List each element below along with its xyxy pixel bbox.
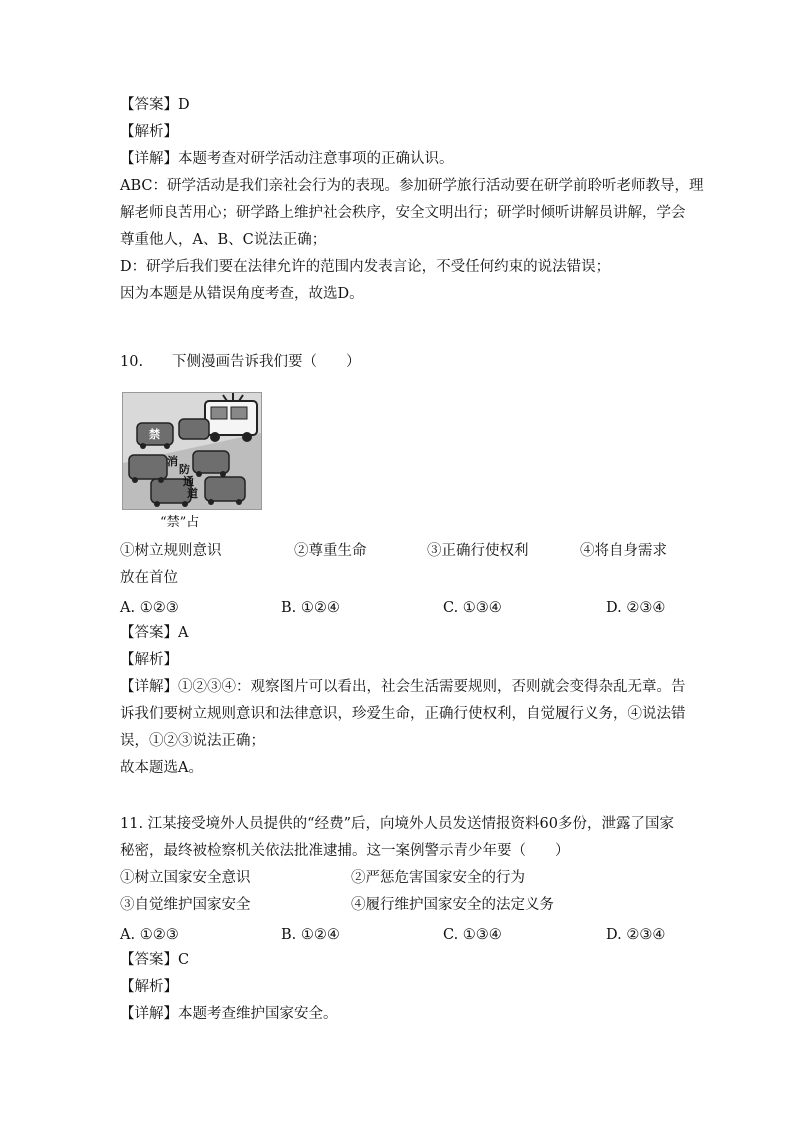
- q11-item-3: ③自觉维护国家安全: [120, 897, 251, 913]
- q11-analysis-heading: 【解析】: [120, 979, 178, 995]
- q9-analysis-heading: 【解析】: [120, 124, 178, 140]
- traffic-jam-illustration: [123, 393, 261, 509]
- q10-detail-line-1: 【详解】①②③④：观察图片可以看出，社会生活需要规则，否则就会变得杂乱无章。告: [120, 679, 686, 695]
- q10-option-a: A. ①②③: [120, 600, 179, 616]
- q10-analysis-heading: 【解析】: [120, 652, 178, 668]
- cartoon-label-xiao: 消: [167, 455, 178, 468]
- q9-conclusion: 因为本题是从错误角度考查，故选D。: [120, 286, 364, 302]
- q10-item-3: ③正确行使权利: [427, 543, 529, 559]
- q9-abc-line-1: ABC：研学活动是我们亲社会行为的表现。参加研学旅行活动要在研学前聆听老师教导，理: [120, 178, 704, 194]
- q10-cartoon-image: [122, 392, 262, 510]
- q11-option-b: B. ①②④: [281, 927, 340, 943]
- cartoon-label-dao: 道: [187, 487, 198, 500]
- q11-stem-line-2: 秘密，最终被检察机关依法批准逮捕。这一案例警示青少年要（ ）: [120, 843, 570, 859]
- q9-detail: 【详解】本题考查对研学活动注意事项的正确认识。: [120, 151, 454, 167]
- q11-item-2: ②严惩危害国家安全的行为: [351, 870, 525, 886]
- cartoon-label-fang: 防: [179, 463, 190, 476]
- q11-stem-line-1: 11. 江某接受境外人员提供的“经费”后，向境外人员发送情报资料60多份，泄露了国家: [120, 816, 674, 832]
- q11-option-c: C. ①③④: [443, 927, 502, 943]
- q9-d-line: D：研学后我们要在法律允许的范围内发表言论，不受任何约束的说法错误；: [120, 259, 611, 275]
- q10-answer: 【答案】A: [120, 625, 189, 641]
- q10-option-c: C. ①③④: [443, 600, 502, 616]
- q11-detail: 【详解】本题考查维护国家安全。: [120, 1006, 338, 1022]
- q10-detail-line-2: 诉我们要树立规则意识和法律意识，珍爱生命，正确行使权利，自觉履行义务，④说法错: [120, 706, 686, 722]
- cartoon-label-jin: 禁: [149, 428, 160, 441]
- q11-item-1: ①树立国家安全意识: [120, 870, 251, 886]
- q10-option-d: D. ②③④: [606, 600, 666, 616]
- q10-item-4-continued: 放在首位: [120, 570, 178, 586]
- q10-detail-line-3: 误，①②③说法正确；: [120, 733, 265, 749]
- q10-cartoon-caption: “禁”占: [160, 515, 200, 530]
- q11-answer: 【答案】C: [120, 952, 190, 968]
- q10-item-1: ①树立规则意识: [120, 543, 222, 559]
- q10-stem: 10. 下侧漫画告诉我们要（ ）: [120, 354, 361, 370]
- fire-truck-icon: [205, 393, 257, 442]
- q11-option-d: D. ②③④: [606, 927, 666, 943]
- q10-conclusion: 故本题选A。: [120, 760, 203, 776]
- q9-abc-line-3: 尊重他人，A、B、C说法正确；: [120, 232, 327, 248]
- q10-item-4: ④将自身需求: [580, 543, 667, 559]
- q11-option-a: A. ①②③: [120, 927, 179, 943]
- cartoon-label-tong: 通: [183, 475, 194, 488]
- q11-item-4: ④履行维护国家安全的法定义务: [351, 897, 554, 913]
- q9-answer: 【答案】D: [120, 97, 190, 113]
- q10-item-2: ②尊重生命: [294, 543, 367, 559]
- q10-option-b: B. ①②④: [281, 600, 340, 616]
- q9-abc-line-2: 解老师良苦用心；研学路上维护社会秩序，安全文明出行；研学时倾听讲解员讲解，学会: [120, 205, 686, 221]
